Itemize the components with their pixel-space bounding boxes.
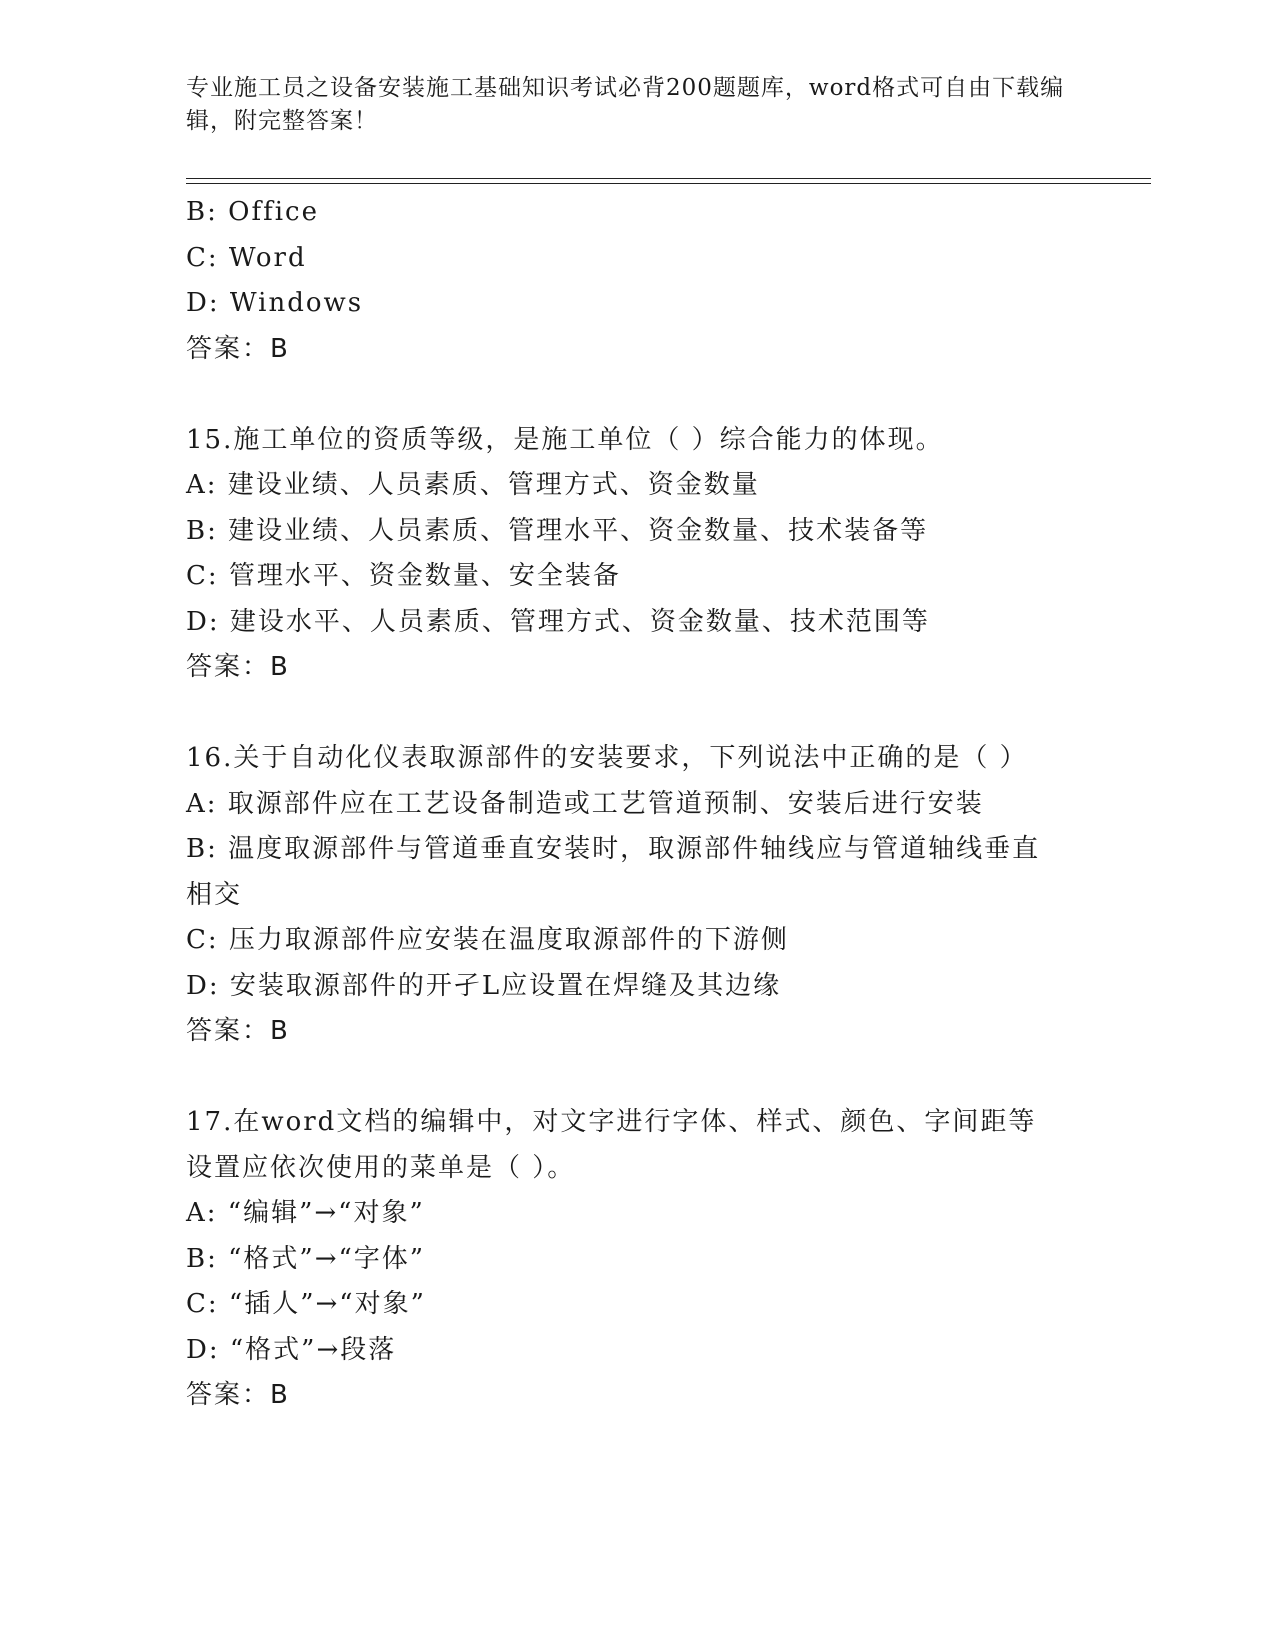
answer-line: 答案：B — [186, 1380, 290, 1410]
header-rule-bottom — [186, 183, 1151, 184]
option-a: A: 取源部件应在工艺设备制造或工艺管道预制、安装后进行安装 — [186, 788, 984, 819]
option-d: D: 建设水平、人员素质、管理方式、资金数量、技术范围等 — [186, 606, 930, 637]
question-block-16 — [186, 736, 1086, 1055]
option-a: A: 建设业绩、人员素质、管理方式、资金数量 — [186, 470, 760, 500]
spacer — [186, 372, 1086, 418]
question-block-continued — [186, 190, 1086, 372]
option-d: D: “格式”→段落 — [186, 1334, 397, 1365]
option-d: D: 安装取源部件的开孑L应设置在焊缝及其边缘 — [186, 970, 782, 1001]
page-header-title: 专业施工员之设备安装施工基础知识考试必背200题题库，word格式可自由下载编辑，附完整答案！ — [186, 75, 1065, 134]
question-block-15 — [186, 418, 1086, 691]
header-rule-top — [186, 178, 1151, 179]
option-c: C: 压力取源部件应安装在温度取源部件的下游侧 — [186, 925, 789, 955]
spacer — [186, 1055, 1086, 1101]
question-stem: 15.施工单位的资质等级，是施工单位（ ）综合能力的体现。 — [186, 424, 944, 455]
answer-line: 答案：B — [186, 1016, 290, 1046]
answer-line: 答案：B — [186, 652, 290, 682]
question-content — [186, 190, 1086, 1419]
option-b: B: 温度取源部件与管道垂直安装时，取源部件轴线应与管道轴线垂直相交 — [186, 834, 1041, 910]
option-c: C: “插人”→“对象” — [186, 1289, 426, 1319]
option-a: A: “编辑”→“对象” — [186, 1198, 425, 1228]
spacer — [186, 691, 1086, 737]
option-b: B: “格式”→“字体” — [186, 1243, 426, 1274]
question-stem: 17.在word文档的编辑中，对文字进行字体、样式、颜色、字间距等设置应依次使用的菜单是（ ）。 — [186, 1107, 1037, 1183]
option-d: D: Windows — [186, 288, 364, 318]
option-c: C: 管理水平、资金数量、安全装备 — [186, 561, 621, 591]
answer-line: 答案：B — [186, 333, 290, 364]
option-c: C: Word — [186, 242, 307, 273]
option-b: B: 建设业绩、人员素质、管理水平、资金数量、技术装备等 — [186, 515, 929, 546]
question-block-17 — [186, 1100, 1086, 1419]
option-b: B: Office — [186, 197, 319, 227]
question-stem: 16.关于自动化仪表取源部件的安装要求，下列说法中正确的是（ ） — [186, 743, 1028, 773]
